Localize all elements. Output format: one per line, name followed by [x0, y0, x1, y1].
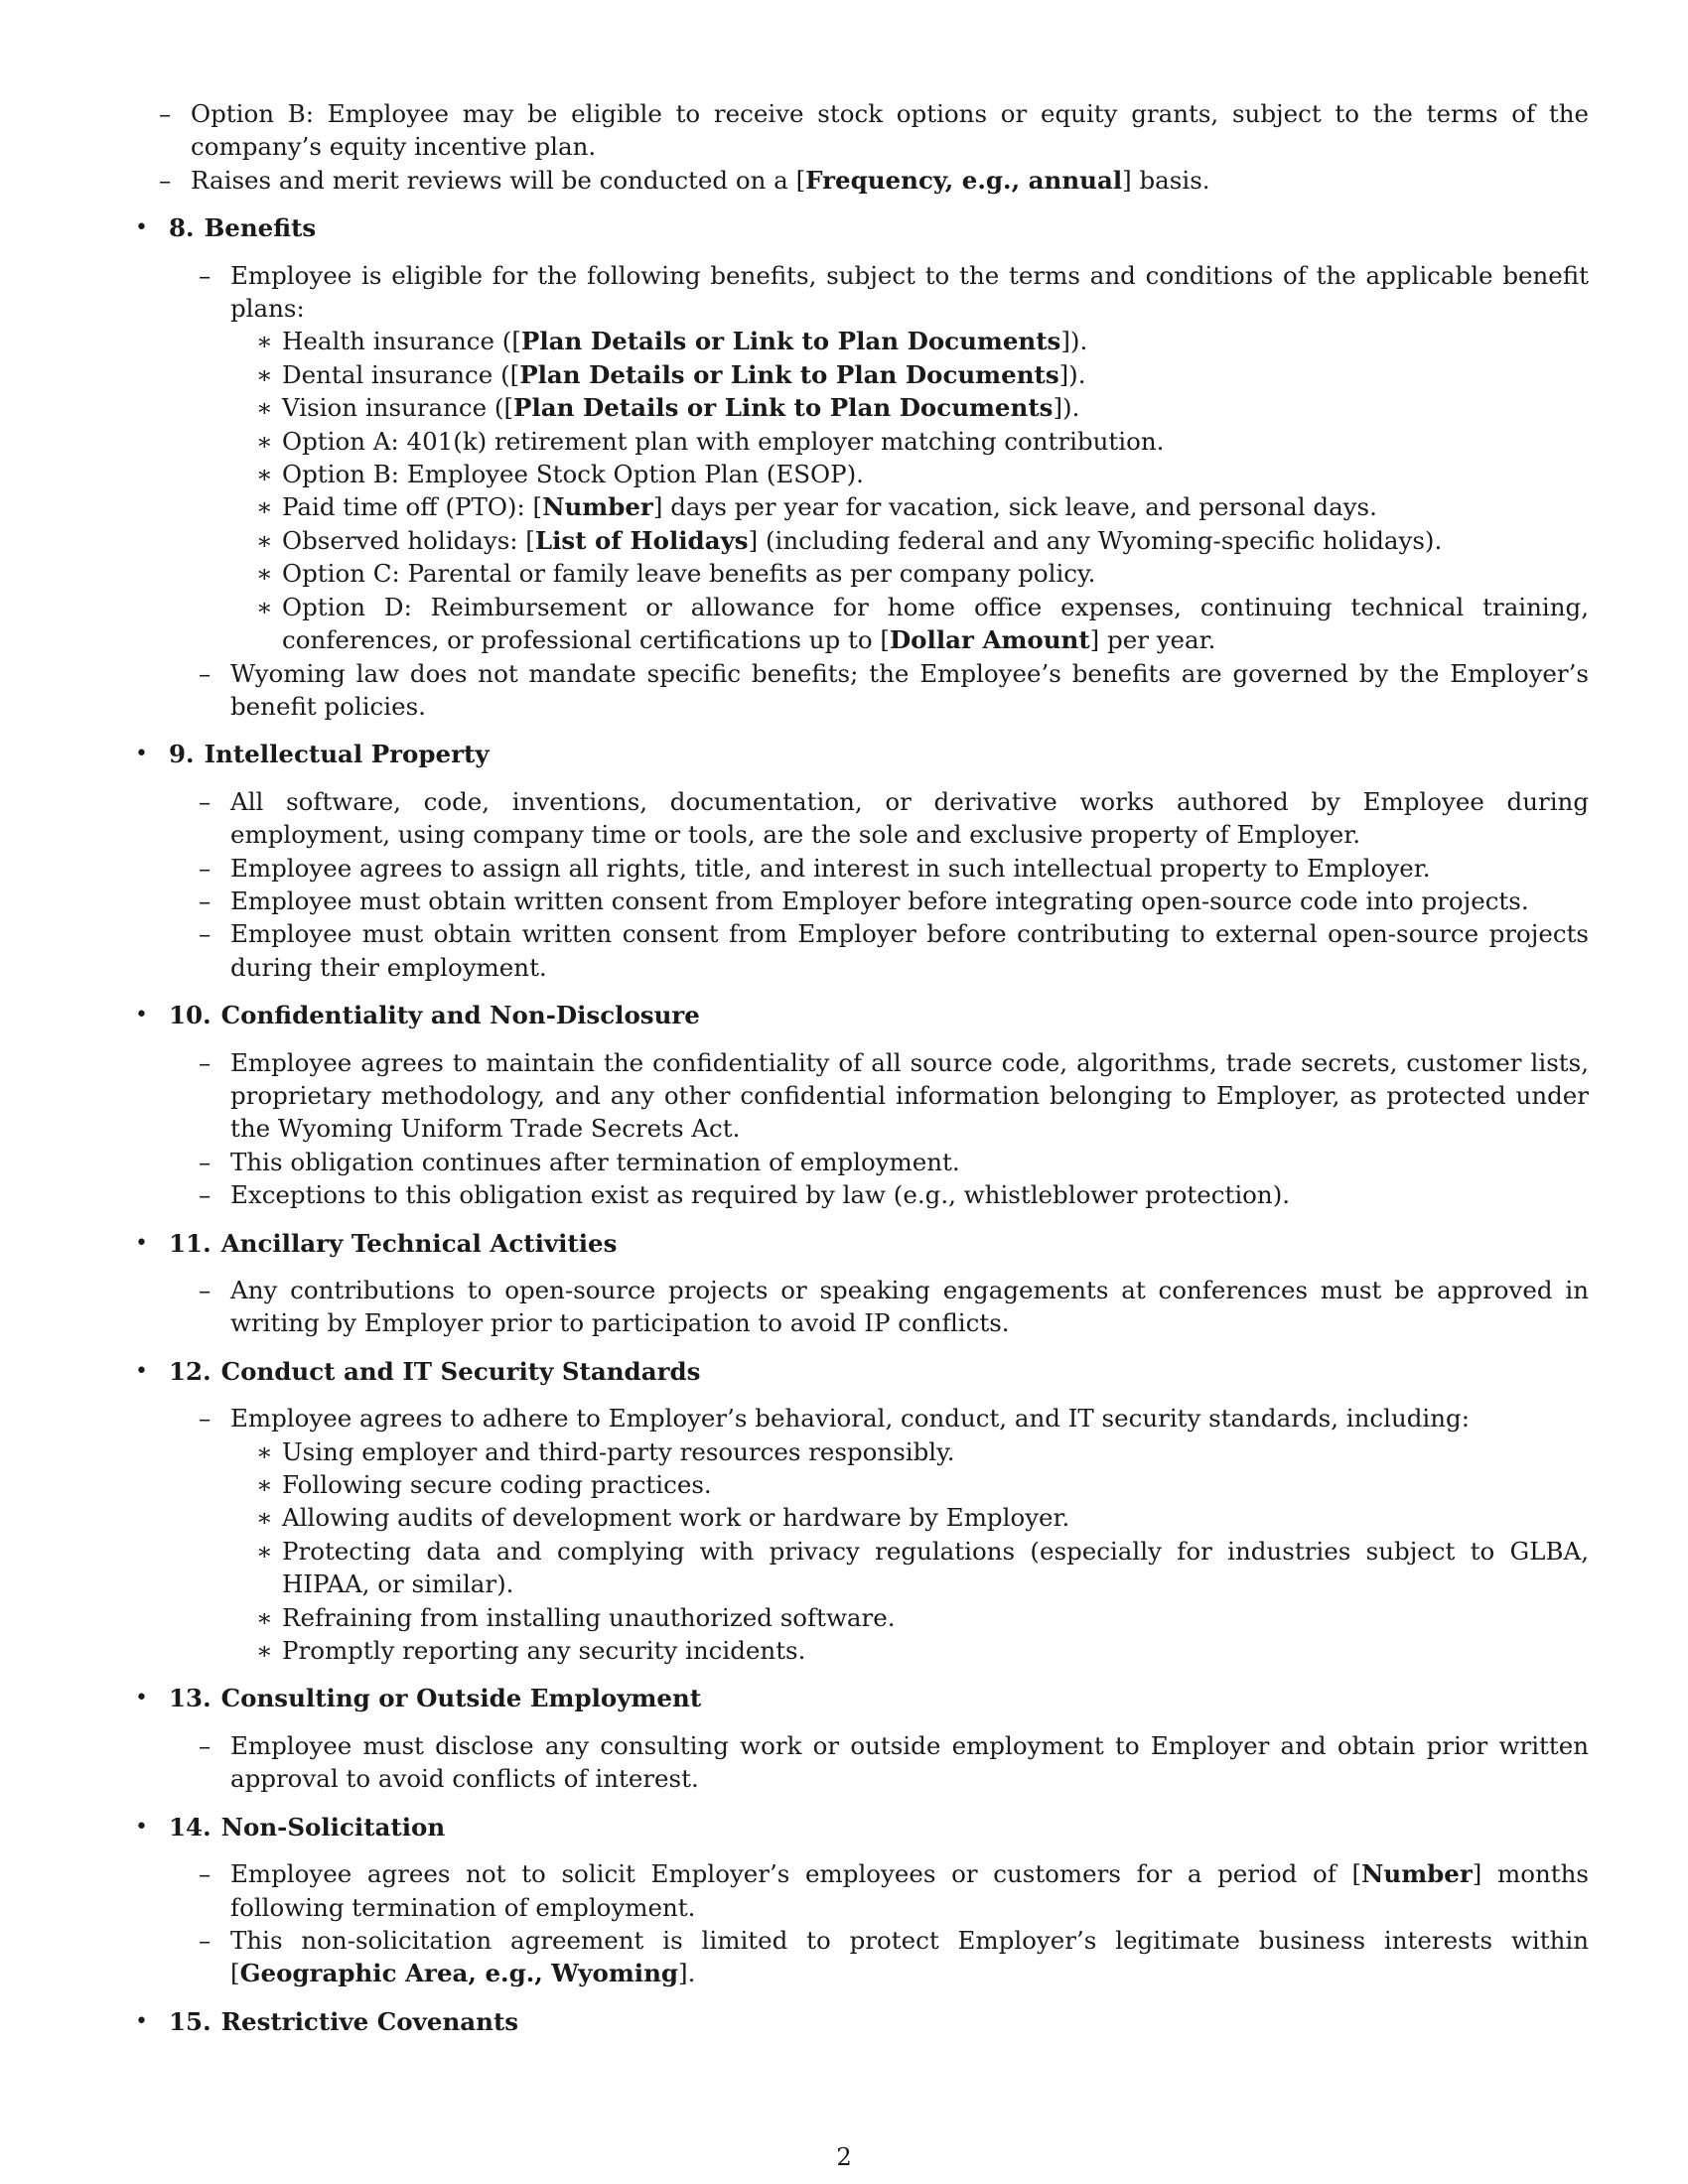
item-text: Raises and merit reviews will be conducted on a [	[191, 165, 806, 195]
bullet-marker: •	[135, 1358, 148, 1384]
dash-marker: –	[199, 1925, 211, 1955]
placeholder-text: Plan Details or Link to Plan Documents	[520, 327, 1061, 356]
sub-list-item	[169, 425, 1589, 458]
section-14	[129, 1811, 1589, 1990]
item-text: All software, code, inventions, documentation, or derivative works authored by Employee during employment, using company time or tools, are the sole and exclusive property of Employer.	[230, 786, 1589, 850]
sub-list-item	[169, 1501, 1589, 1534]
item-text: Employee must obtain written consent from Employer before integrating open-source code into projects.	[230, 886, 1529, 915]
document-body	[129, 97, 1589, 2052]
asterisk-marker: ∗	[256, 1436, 273, 1466]
section-number: 14.	[169, 1812, 211, 1842]
item-text: Option B: Employee may be eligible to receive stock options or equity grants, subject to the terms of the company’s equity incentive plan.	[191, 99, 1589, 162]
continued-list	[129, 97, 1589, 197]
section-items	[169, 1046, 1589, 1212]
sub-list-item	[169, 1634, 1589, 1667]
item-text: ]).	[1053, 393, 1080, 423]
section-number: 10.	[169, 1001, 211, 1030]
list-item	[169, 259, 1589, 326]
section-12	[129, 1355, 1589, 1668]
dash-marker: –	[199, 1147, 211, 1176]
section-heading	[169, 1811, 1589, 1843]
section-list	[129, 211, 1589, 2038]
item-text: Option C: Parental or family leave benefits as per company policy.	[282, 559, 1096, 589]
dash-marker: –	[159, 165, 172, 195]
list-item	[169, 1924, 1589, 1990]
page-number: 2	[836, 2142, 852, 2171]
sub-list-item	[169, 557, 1589, 590]
asterisk-marker: ∗	[256, 426, 273, 456]
placeholder-text: Geographic Area, e.g., Wyoming	[239, 1959, 679, 1988]
bullet-marker: •	[135, 1686, 148, 1711]
item-text: ] months following termination of employment.	[230, 1859, 1589, 1922]
list-item	[169, 852, 1589, 885]
item-text: Employee is eligible for the following benefits, subject to the terms and conditions of the applicable benefit plans:	[230, 260, 1589, 324]
list-item	[169, 1046, 1589, 1146]
section-heading	[169, 1682, 1589, 1714]
sub-list-item	[169, 1435, 1589, 1468]
asterisk-marker: ∗	[256, 492, 273, 522]
item-text: Any contributions to open-source projects or speaking engagements at conferences must be approved in writing by Employer prior to participation to avoid IP conflicts.	[230, 1276, 1589, 1338]
section-items	[169, 1729, 1589, 1796]
dash-marker: –	[199, 1180, 211, 1210]
section-heading	[169, 211, 1589, 244]
dash-marker: –	[199, 658, 211, 688]
bullet-marker: •	[135, 1230, 148, 1256]
dash-marker: –	[159, 99, 172, 128]
item-text: Allowing audits of development work or hardware by Employer.	[282, 1503, 1070, 1533]
placeholder-text: Frequency, e.g., annual	[805, 165, 1123, 195]
section-number: 12.	[169, 1356, 211, 1386]
list-item	[129, 164, 1589, 197]
item-text: Option A: 401(k) retirement plan with employer matching contribution.	[282, 426, 1165, 456]
item-text: Option D: Reimbursement or allowance for home office expenses, continuing technical training, conferences, or professional certifications up to [	[282, 592, 1589, 655]
bullet-marker: •	[135, 215, 148, 241]
asterisk-marker: ∗	[256, 1470, 273, 1500]
section-number: 15.	[169, 2006, 211, 2036]
dash-marker: –	[199, 1047, 211, 1077]
list-item	[169, 1857, 1589, 1924]
item-text: ]).	[1060, 327, 1088, 356]
sub-list-item	[169, 458, 1589, 490]
section-number: 13.	[169, 1684, 211, 1713]
item-text: Employee agrees not to solicit Employer’s employees or customers for a period of [	[230, 1859, 1362, 1889]
section-9	[129, 738, 1589, 984]
dash-marker: –	[199, 260, 211, 290]
dash-marker: –	[199, 1276, 211, 1304]
sub-list-item	[169, 591, 1589, 657]
section-title: Consulting or Outside Employment	[220, 1684, 702, 1713]
placeholder-text: Number	[542, 492, 653, 522]
section-number: 9.	[169, 740, 195, 769]
section-number: 11.	[169, 1228, 211, 1258]
section-8	[129, 211, 1589, 723]
dash-marker: –	[199, 886, 211, 915]
item-text: Using employer and third-party resources responsibly.	[282, 1436, 955, 1466]
asterisk-marker: ∗	[256, 1503, 273, 1533]
item-text: Exceptions to this obligation exist as required by law (e.g., whistleblower protection).	[230, 1180, 1291, 1210]
list-item	[169, 1729, 1589, 1796]
asterisk-marker: ∗	[256, 359, 273, 389]
item-text: Option B: Employee Stock Option Plan (ESOP).	[282, 460, 864, 489]
asterisk-marker: ∗	[256, 525, 273, 555]
item-text: This obligation continues after termination of employment.	[230, 1147, 960, 1176]
section-items	[169, 1857, 1589, 1990]
section-title: Intellectual Property	[204, 740, 490, 769]
section-heading	[169, 1227, 1589, 1260]
section-title: Conduct and IT Security Standards	[220, 1356, 701, 1386]
placeholder-text: Plan Details or Link to Plan Documents	[519, 359, 1059, 389]
asterisk-marker: ∗	[256, 1636, 273, 1666]
section-11	[129, 1227, 1589, 1340]
section-items	[169, 785, 1589, 984]
section-title: Ancillary Technical Activities	[220, 1228, 618, 1258]
asterisk-marker: ∗	[256, 559, 273, 589]
section-heading	[169, 1355, 1589, 1388]
item-text: Wyoming law does not mandate specific benefits; the Employee’s benefits are governed by the Employer’s benefit policies.	[230, 658, 1589, 721]
item-text: ].	[678, 1959, 696, 1988]
section-items	[169, 1274, 1589, 1340]
placeholder-text: Dollar Amount	[889, 625, 1090, 655]
sub-list-item	[169, 1535, 1589, 1601]
item-text: Following secure coding practices.	[282, 1470, 712, 1500]
list-item	[169, 885, 1589, 917]
sub-list-item	[169, 391, 1589, 424]
placeholder-text: Plan Details or Link to Plan Documents	[513, 393, 1054, 423]
asterisk-marker: ∗	[256, 592, 273, 621]
section-heading	[169, 999, 1589, 1031]
list-item	[129, 97, 1589, 164]
placeholder-text: List of Holidays	[534, 525, 749, 555]
item-text: ] days per year for vacation, sick leave, and personal days.	[652, 492, 1377, 522]
list-item	[169, 657, 1589, 724]
sub-list-item	[169, 490, 1589, 523]
dash-marker: –	[199, 1859, 211, 1889]
sub-list-item	[169, 358, 1589, 391]
dash-marker: –	[199, 853, 211, 883]
sub-list-item	[169, 524, 1589, 557]
item-text: Employee must obtain written consent from Employer before contributing to external open-source projects during their employment.	[230, 919, 1589, 982]
dash-marker: –	[199, 1404, 211, 1433]
item-text: Vision insurance ([	[282, 393, 514, 423]
bullet-marker: •	[135, 1003, 148, 1028]
bullet-marker: •	[135, 742, 148, 767]
asterisk-marker: ∗	[256, 460, 273, 489]
item-text: This non-solicitation agreement is limited to protect Employer’s legitimate business interests within [	[230, 1925, 1589, 1988]
item-text: Employee agrees to adhere to Employer’s behavioral, conduct, and IT security standards, including:	[230, 1404, 1470, 1433]
item-text: ] basis.	[1122, 165, 1210, 195]
list-item	[169, 1146, 1589, 1178]
item-text: Employee agrees to assign all rights, title, and interest in such intellectual property to Employer.	[230, 853, 1431, 883]
section-title: Non-Solicitation	[220, 1812, 446, 1842]
item-text: ] (including federal and any Wyoming-specific holidays).	[748, 525, 1443, 555]
section-heading	[169, 2005, 1589, 2038]
sub-list-item	[169, 325, 1589, 357]
section-13	[129, 1682, 1589, 1795]
item-text: ] per year.	[1089, 625, 1216, 655]
list-item	[169, 1274, 1589, 1340]
section-title: Benefits	[204, 213, 317, 243]
section-15	[129, 2005, 1589, 2038]
item-text: Dental insurance ([	[282, 359, 520, 389]
bullet-marker: •	[135, 2008, 148, 2034]
bullet-marker: •	[135, 1814, 148, 1840]
list-item	[169, 1178, 1589, 1211]
list-item	[169, 785, 1589, 852]
section-heading	[169, 738, 1589, 770]
item-text: ]).	[1058, 359, 1086, 389]
section-items	[169, 1402, 1589, 1667]
item-text: Paid time off (PTO): [	[282, 492, 543, 522]
asterisk-marker: ∗	[256, 327, 273, 356]
item-text: Promptly reporting any security incidents.	[282, 1636, 806, 1666]
list-item	[169, 1402, 1589, 1434]
section-10	[129, 999, 1589, 1211]
sub-list-item	[169, 1468, 1589, 1501]
section-items	[169, 259, 1589, 724]
section-title: Confidentiality and Non-Disclosure	[220, 1001, 700, 1030]
dash-marker: –	[199, 919, 211, 949]
placeholder-text: Number	[1361, 1859, 1473, 1889]
section-title: Restrictive Covenants	[220, 2006, 519, 2036]
item-text: Protecting data and complying with privacy regulations (especially for industries subject to GLBA, HIPAA, or similar).	[282, 1536, 1589, 1599]
item-text: Health insurance ([	[282, 327, 521, 356]
dash-marker: –	[199, 1730, 211, 1760]
section-number: 8.	[169, 213, 195, 243]
asterisk-marker: ∗	[256, 1602, 273, 1632]
item-text: Refraining from installing unauthorized software.	[282, 1602, 896, 1632]
asterisk-marker: ∗	[256, 393, 273, 423]
item-text: Employee must disclose any consulting work or outside employment to Employer and obtain prior written approval to avoid conflicts of interest.	[230, 1730, 1589, 1794]
dash-marker: –	[199, 786, 211, 816]
item-text: Observed holidays: [	[282, 525, 535, 555]
asterisk-marker: ∗	[256, 1536, 273, 1566]
item-text: Employee agrees to maintain the confidentiality of all source code, algorithms, trade secrets, customer lists, proprietary methodology, and any other confidential information belonging to Employer, as protected under the Wyoming Uniform Trade Secrets Act.	[230, 1047, 1589, 1144]
sub-list-item	[169, 1601, 1589, 1634]
list-item	[169, 917, 1589, 984]
